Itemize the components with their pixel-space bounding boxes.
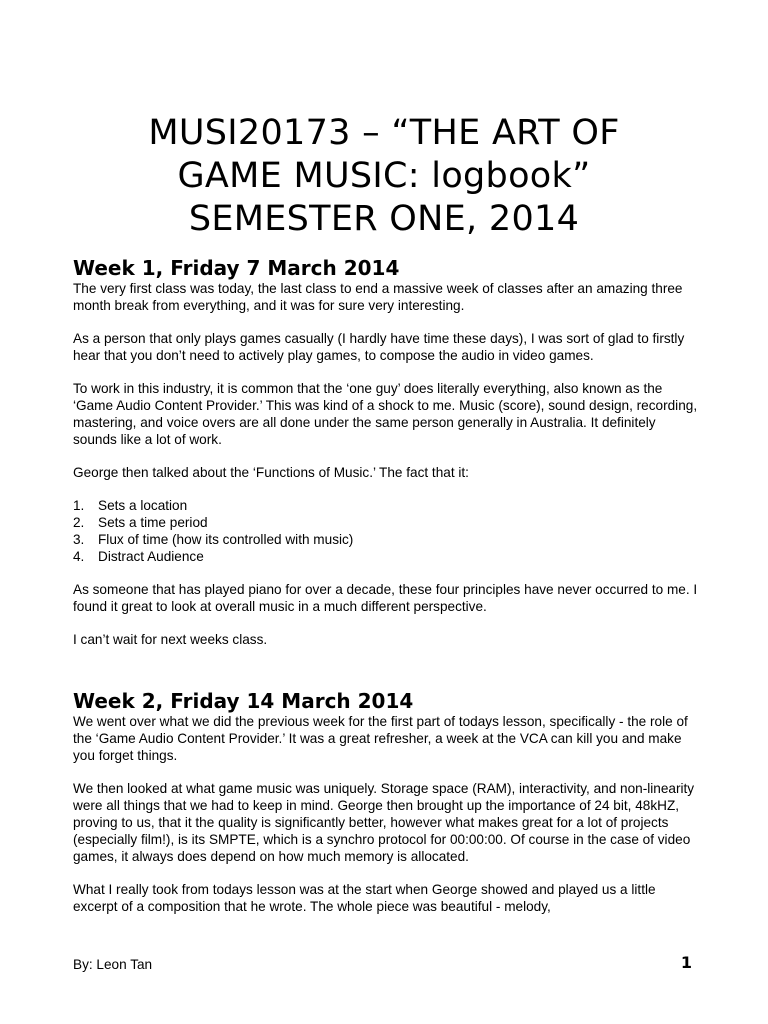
title-line-3: SEMESTER ONE, 2014 [188,199,580,239]
document-title [60,112,708,241]
list-item [73,514,703,531]
title-line-2: GAME MUSIC: logbook” [177,156,591,196]
list-item-number: 2. [73,515,85,530]
week-1-paragraph-3: To work in this industry, it is common that the ‘one guy’ does literally everything, also known as the ‘Game Audio Content Provider.’ This was kind of a shock to me. Music (score), sound design, recording, mastering, and voice overs are all done under the same person generally in Australia. It definitely sounds like a lot of work. [73,381,698,447]
week-1-section [73,256,703,648]
week-2-paragraph-2: We then looked at what game music was uniquely. Storage space (RAM), interactivity, and non-linearity were all things that we had to keep in mind. George then brought up the importance of 24 bit, 48kHZ, proving to us, that it the quality is significantly better, however what makes great for a lot of projects (especially film!), is its SMPTE, which is a synchro protocol for 00:00:00. Of course in the case of video games, it always does depend on how much memory is allocated. [73,781,695,864]
list-item-text: Distract Audience [98,549,204,564]
title-line-1: MUSI20173 – “THE ART OF [148,113,620,153]
page-number: 1 [680,953,692,972]
week-1-paragraph-5: As someone that has played piano for over a decade, these four principles have never occurred to me. I found it great to look at overall music in a much different perspective. [73,582,698,614]
week-1-paragraph-4: George then talked about the ‘Functions of Music.’ The fact that it: [73,465,469,480]
week-2-section [73,689,703,915]
list-item-text: Sets a time period [98,515,208,530]
list-item-number: 1. [73,498,85,513]
list-item [73,497,703,514]
week-1-paragraph-1: The very first class was today, the last class to end a massive week of classes after an amazing three month break from everything, and it was for sure very interesting. [73,281,683,313]
list-item-number: 3. [73,532,85,547]
week-1-paragraph-6: I can’t wait for next weeks class. [73,632,268,647]
footer-author: By: Leon Tan [73,957,153,972]
week-2-paragraph-3: What I really took from todays lesson was at the start when George showed and played us a little excerpt of a composition that he wrote. The whole piece was beautiful - melody, [73,882,656,914]
week-1-paragraph-2: As a person that only plays games casually (I hardly have time these days), I was sort of glad to firstly hear that you don’t need to actively play games, to compose the audio in video games. [73,331,685,363]
list-item [73,548,703,565]
list-item-text: Flux of time (how its controlled with music) [98,532,354,547]
list-item-text: Sets a location [98,498,188,513]
week-2-paragraph-1: We went over what we did the previous week for the first part of todays lesson, specifically - the role of the ‘Game Audio Content Provider.’ It was a great refresher, a week at the VCA can kill you and make you forget things. [73,714,688,763]
list-item [73,531,703,548]
week-1-heading: Week 1, Friday 7 March 2014 [73,256,400,280]
list-item-number: 4. [73,549,85,564]
week-2-heading: Week 2, Friday 14 March 2014 [73,689,414,713]
functions-of-music-list [73,497,703,565]
